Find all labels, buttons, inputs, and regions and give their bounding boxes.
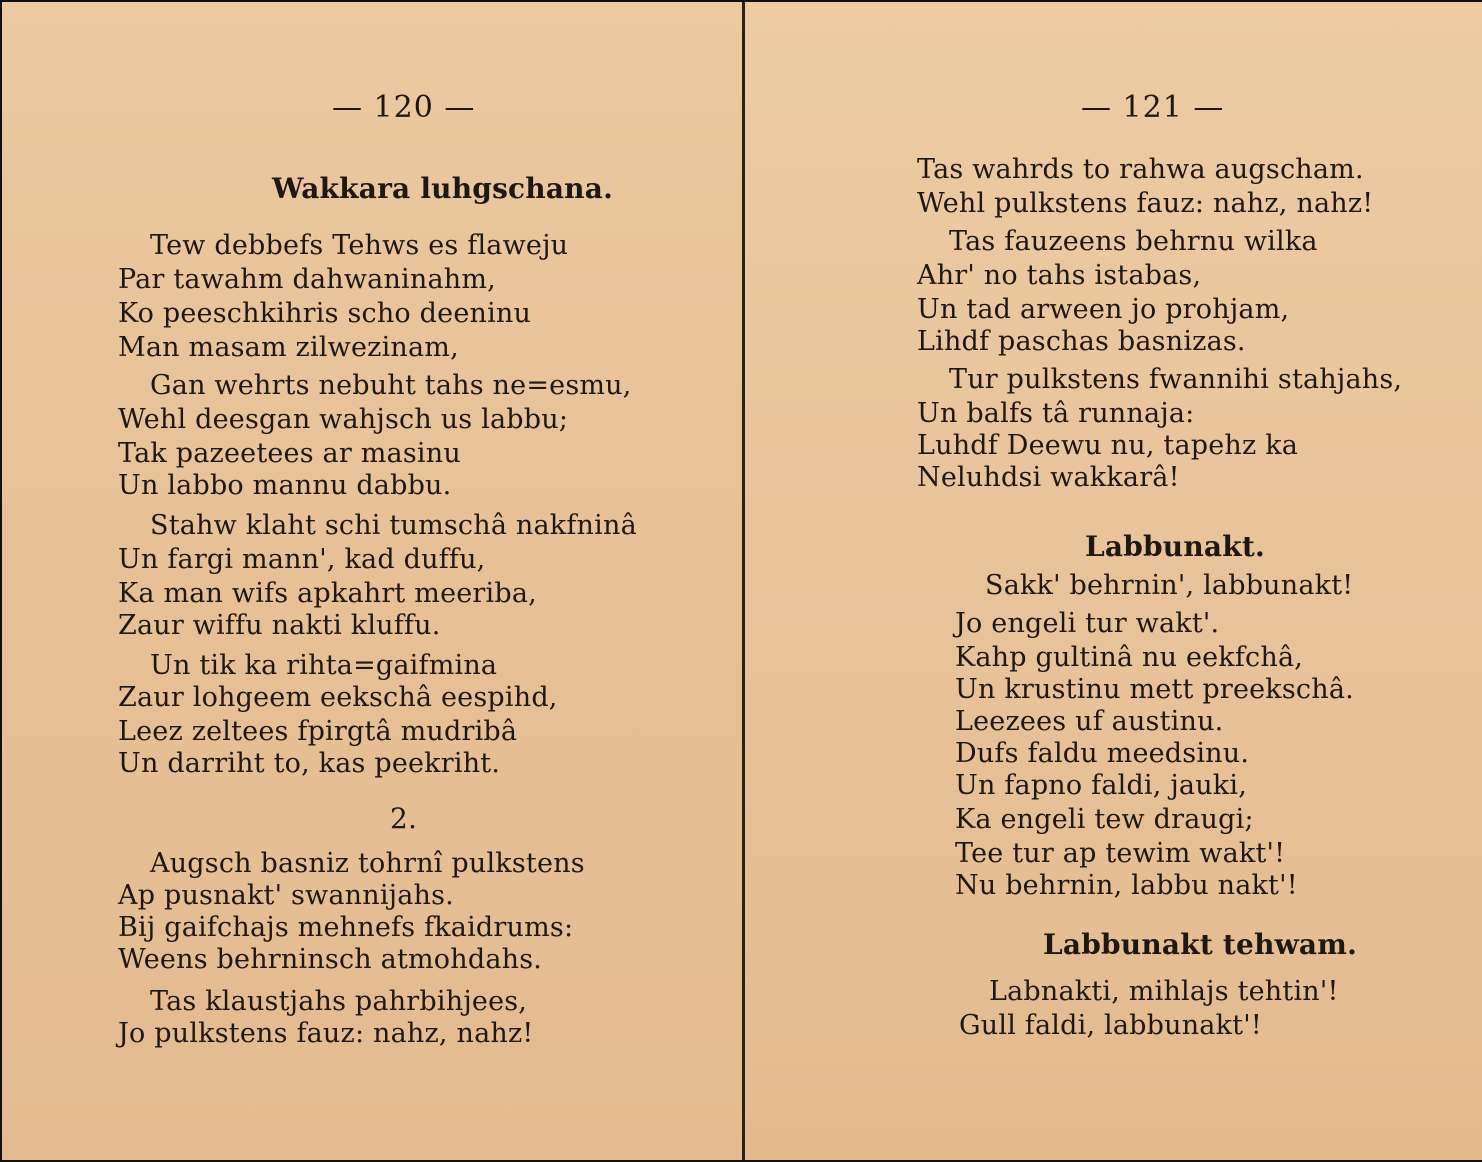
section-number: 2. [390, 802, 418, 835]
verse-line: Tas klaustjahs pahrbihjees, [150, 986, 528, 1017]
verse-line: Gan wehrts nebuht tahs ne=esmu, [150, 370, 632, 401]
verse-line: Jo pulkstens fauz: nahz, nahz! [118, 1018, 534, 1049]
verse-line: Tee tur ap tewim wakt'! [955, 838, 1286, 869]
verse-line: Un tik ka rihta=gaifmina [150, 650, 498, 681]
page-number-left: — 120 — [332, 90, 476, 125]
verse-line: Augsch basniz tohrnî pulkstens [150, 848, 585, 879]
verse-line: Nu behrnin, labbu nakt'! [955, 870, 1298, 901]
verse-line: Un fargi mann', kad duffu, [118, 544, 486, 575]
verse-line: Par tawahm dahwaninahm, [118, 264, 496, 295]
verse-line: Luhdf Deewu nu, tapehz ka [917, 430, 1299, 461]
verse-line: Jo engeli tur wakt'. [955, 608, 1220, 639]
verse-line: Tur pulkstens fwannihi stahjahs, [949, 364, 1403, 395]
verse-line: Un balfs tâ runnaja: [917, 398, 1195, 429]
verse-line: Stahw klaht schi tumschâ nakfninâ [150, 510, 637, 541]
verse-line: Leez zeltees fpirgtâ mudribâ [118, 716, 518, 747]
verse-line: Gull faldi, labbunakt'! [959, 1010, 1262, 1041]
verse-line: Ap pusnakt' swannijahs. [118, 880, 454, 911]
verse-line: Man masam zilwezinam, [118, 332, 459, 363]
verse-line: Bij gaifchajs mehnefs fkaidrums: [118, 912, 574, 943]
verse-line: Ka engeli tew draugi; [955, 804, 1254, 835]
verse-line: Un darriht to, kas peekriht. [118, 748, 501, 779]
right-page [745, 2, 1482, 1160]
verse-line: Leezees uf austinu. [955, 706, 1224, 737]
verse-line: Zaur wiffu nakti kluffu. [118, 610, 441, 641]
verse-line: Dufs faldu meedsinu. [955, 738, 1250, 769]
verse-line: Wehl pulkstens fauz: nahz, nahz! [917, 188, 1374, 219]
verse-line: Tas wahrds to rahwa augscham. [917, 154, 1364, 185]
verse-line: Un tad arween jo prohjam, [917, 294, 1290, 325]
page-number-right: — 121 — [1081, 90, 1225, 125]
verse-line: Un krustinu mett preekschâ. [955, 674, 1354, 705]
verse-line: Ko peeschkihris scho deeninu [118, 298, 532, 329]
verse-line: Un fapno faldi, jauki, [955, 770, 1247, 801]
verse-line: Un labbo mannu dabbu. [118, 470, 452, 501]
verse-line: Lihdf paschas basnizas. [917, 326, 1246, 357]
left-page [2, 2, 742, 1160]
poem-title: Wakkara luhgschana. [272, 172, 614, 205]
verse-line: Ahr' no tahs istabas, [917, 260, 1202, 291]
verse-line: Tak pazeetees ar masinu [118, 438, 461, 469]
verse-line: Zaur lohgeem eekschâ eespihd, [118, 682, 558, 713]
verse-line: Weens behrninsch atmohdahs. [118, 944, 543, 975]
verse-line: Sakk' behrnin', labbunakt! [985, 570, 1354, 601]
verse-line: Neluhdsi wakkarâ! [917, 462, 1180, 493]
section-title: Labbunakt tehwam. [1043, 928, 1358, 961]
verse-line: Tas fauzeens behrnu wilka [949, 226, 1318, 257]
verse-line: Labnakti, mihlajs tehtin'! [989, 976, 1339, 1007]
verse-line: Tew debbefs Tehws es flaweju [150, 230, 569, 261]
section-title: Labbunakt. [1085, 530, 1265, 563]
verse-line: Wehl deesgan wahjsch us labbu; [118, 404, 569, 435]
verse-line: Ka man wifs apkahrt meeriba, [118, 578, 537, 609]
verse-line: Kahp gultinâ nu eekfchâ, [955, 642, 1304, 673]
